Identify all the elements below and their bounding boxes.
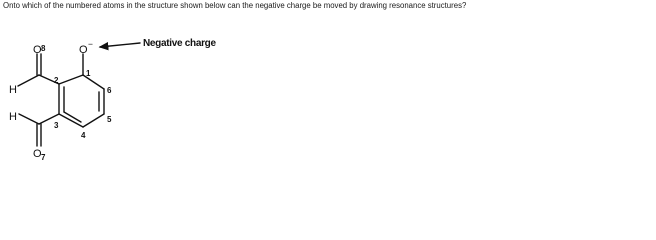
atom-number-3: 3: [54, 121, 59, 130]
atom-number-7: 7: [41, 153, 46, 162]
atom-h-top: H: [9, 84, 17, 96]
atom-o7: O: [33, 148, 42, 160]
bond-inner-c4-c3: [64, 112, 81, 122]
atom-o-minus: O: [79, 44, 88, 56]
bond-cho-top-h: [18, 75, 39, 86]
atom-number-1: 1: [86, 69, 91, 78]
negative-charge-sign: −: [88, 39, 93, 49]
atom-o8: O: [33, 44, 42, 56]
bond-cho-bottom-h: [19, 114, 39, 124]
negative-charge-arrow: [100, 43, 140, 47]
atom-number-2: 2: [54, 76, 59, 85]
atom-number-8: 8: [41, 44, 46, 53]
atom-number-6: 6: [107, 86, 112, 95]
atom-number-4: 4: [81, 131, 86, 140]
bond-c5-c4: [83, 114, 104, 127]
bond-c2-c1: [59, 75, 83, 84]
atom-number-5: 5: [107, 115, 112, 124]
negative-charge-annotation: Negative charge: [143, 38, 216, 49]
question-text: Onto which of the numbered atoms in the structure shown below can the negative charge be moved by drawing resonance structures?: [3, 1, 467, 10]
atom-h-bottom: H: [9, 111, 17, 123]
